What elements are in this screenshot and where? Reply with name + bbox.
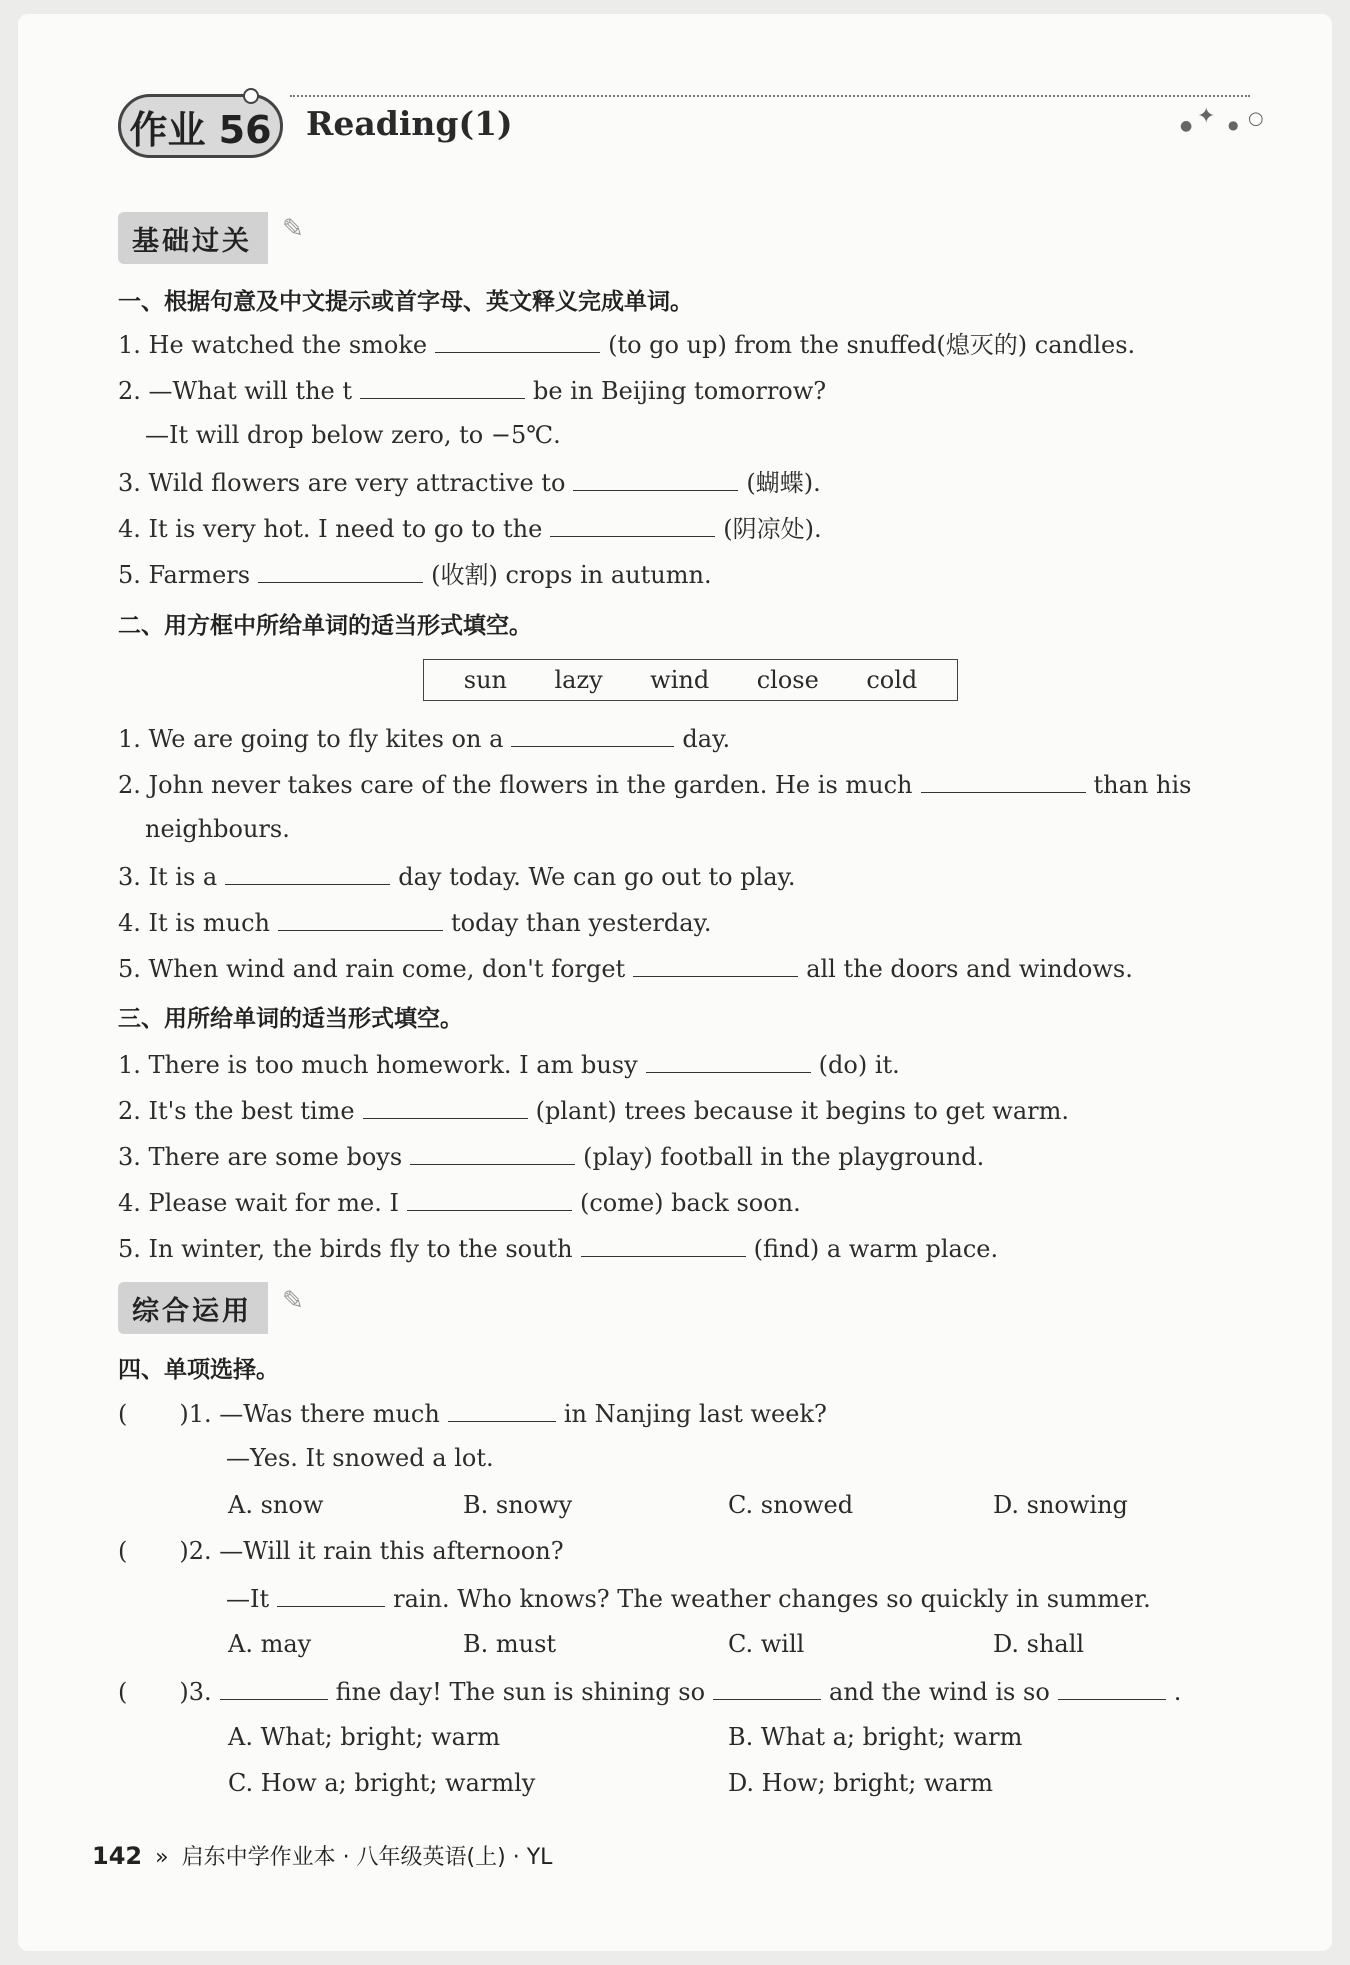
- part3-heading: 三、用所给单词的适当形式填空。: [118, 1006, 463, 1032]
- item-text: rain. Who knows? The weather changes so quickly in summer.: [393, 1585, 1151, 1613]
- page-number: 142: [92, 1842, 143, 1870]
- answer-blank[interactable]: [448, 1395, 556, 1422]
- answer-blank[interactable]: [410, 1138, 575, 1165]
- item-text: 1. There is too much homework. I am busy: [118, 1051, 638, 1079]
- item-text: (阴凉处).: [723, 515, 822, 543]
- answer-blank[interactable]: [407, 1184, 572, 1211]
- part1-item-4: [118, 510, 822, 546]
- word-box-item: cold: [866, 666, 918, 694]
- part2-heading: 二、用方框中所给单词的适当形式填空。: [118, 613, 532, 639]
- word-box: [423, 659, 958, 701]
- part1-item-5: [118, 556, 712, 592]
- option-d[interactable]: D. How; bright; warm: [728, 1769, 994, 1797]
- section-tag-label: 基础过关: [132, 225, 252, 257]
- word-box-item: wind: [650, 666, 710, 694]
- answer-blank[interactable]: [646, 1046, 811, 1073]
- answer-paren[interactable]: (: [118, 1400, 128, 1428]
- item-text: 4. It is much: [118, 909, 271, 937]
- answer-paren[interactable]: (: [118, 1678, 128, 1706]
- item-text: day today. We can go out to play.: [398, 863, 796, 891]
- answer-blank[interactable]: [363, 1092, 528, 1119]
- part1-item-2: [118, 372, 826, 408]
- option-d[interactable]: D. shall: [993, 1630, 1085, 1658]
- item-text: )1. —Was there much: [179, 1400, 440, 1428]
- part1-item-2-reply: [145, 418, 561, 452]
- homework-badge: [118, 94, 283, 158]
- answer-blank[interactable]: [220, 1673, 328, 1700]
- section-tag-label: 综合运用: [132, 1295, 252, 1327]
- header-dotted-line: [290, 95, 1250, 97]
- item-text: 1. We are going to fly kites on a: [118, 725, 504, 753]
- badge-knob: [243, 88, 259, 104]
- pencil-icon: ✎: [282, 1286, 304, 1316]
- item-text: 3. There are some boys: [118, 1143, 403, 1171]
- item-text: (play) football in the playground.: [583, 1143, 985, 1171]
- option-c[interactable]: C. will: [728, 1630, 805, 1658]
- answer-blank[interactable]: [225, 858, 390, 885]
- book-title: 启东中学作业本 · 八年级英语(上) · YL: [181, 1845, 553, 1870]
- item-text: in Nanjing last week?: [563, 1400, 827, 1428]
- part3-item-3: [118, 1138, 984, 1174]
- part3-item-2: [118, 1092, 1069, 1128]
- item-text: 5. In winter, the birds fly to the south: [118, 1235, 573, 1263]
- part2-item-4: [118, 904, 712, 940]
- answer-blank[interactable]: [278, 904, 443, 931]
- item-text: all the doors and windows.: [806, 955, 1133, 983]
- part2-item-2: [118, 766, 1191, 802]
- word-box-item: close: [756, 666, 819, 694]
- pencil-icon: ✎: [282, 214, 304, 244]
- answer-blank[interactable]: [550, 510, 715, 537]
- word-box-item: sun: [463, 666, 507, 694]
- item-text: be in Beijing tomorrow?: [533, 377, 827, 405]
- item-text: than his: [1093, 771, 1192, 799]
- part3-item-1: [118, 1046, 900, 1082]
- item-text: neighbours.: [145, 815, 290, 843]
- item-text: )3.: [179, 1678, 212, 1706]
- item-text: 2. It's the best time: [118, 1097, 355, 1125]
- answer-blank[interactable]: [581, 1230, 746, 1257]
- item-text: (收割) crops in autumn.: [431, 561, 712, 589]
- option-c[interactable]: C. snowed: [728, 1491, 854, 1519]
- item-text: 4. Please wait for me. I: [118, 1189, 399, 1217]
- dot-icon: ●: [1180, 118, 1193, 134]
- part1-heading: 一、根据句意及中文提示或首字母、英文释义完成单词。: [118, 289, 693, 315]
- item-text: day.: [682, 725, 731, 753]
- item-text: 3. It is a: [118, 863, 218, 891]
- item-text: (do) it.: [818, 1051, 900, 1079]
- item-text: 5. Farmers: [118, 561, 251, 589]
- part4-heading: 四、单项选择。: [118, 1357, 279, 1383]
- part2-item-1: [118, 720, 730, 756]
- part3-item-5: [118, 1230, 998, 1266]
- item-text: 3. Wild flowers are very attractive to: [118, 469, 566, 497]
- item-text: fine day! The sun is shining so: [335, 1678, 706, 1706]
- part1-item-3: [118, 464, 821, 500]
- part1-item-1: [118, 326, 1135, 362]
- option-a[interactable]: A. snow: [228, 1491, 324, 1519]
- part3-item-4: [118, 1184, 801, 1220]
- option-a[interactable]: A. What; bright; warm: [228, 1723, 501, 1751]
- answer-paren[interactable]: (: [118, 1537, 128, 1565]
- part4-q3: [118, 1673, 1181, 1709]
- item-text: 2. —What will the t: [118, 377, 353, 405]
- answer-blank[interactable]: [277, 1580, 385, 1607]
- item-text: )2. —Will it rain this afternoon?: [179, 1537, 564, 1565]
- option-c[interactable]: C. How a; bright; warmly: [228, 1769, 536, 1797]
- part4-q1-reply: —Yes. It snowed a lot.: [226, 1444, 494, 1472]
- word-box-item: lazy: [554, 666, 603, 694]
- item-text: 2. John never takes care of the flowers in the garden. He is much: [118, 771, 913, 799]
- item-text: (蝴蝶).: [746, 469, 821, 497]
- answer-blank[interactable]: [713, 1673, 821, 1700]
- sparkle-icon: ✦: [1197, 104, 1216, 129]
- part4-q2-line2: [226, 1580, 1151, 1616]
- item-text: 4. It is very hot. I need to go to the: [118, 515, 543, 543]
- part2-item-3: [118, 858, 796, 894]
- answer-blank[interactable]: [360, 372, 525, 399]
- item-text: (come) back soon.: [579, 1189, 801, 1217]
- page-title: Reading(1): [306, 104, 513, 143]
- answer-blank[interactable]: [258, 556, 423, 583]
- item-text: (to go up) from the snuffed(熄灭的) candles.: [608, 331, 1136, 359]
- dot-icon: ●: [1228, 118, 1239, 132]
- answer-blank[interactable]: [573, 464, 738, 491]
- page-footer: [92, 1840, 552, 1871]
- answer-blank[interactable]: [633, 950, 798, 977]
- item-text: today than yesterday.: [451, 909, 712, 937]
- badge-text: 作业 56: [129, 107, 272, 152]
- answer-blank[interactable]: [1058, 1673, 1166, 1700]
- part2-item-5: [118, 950, 1133, 986]
- item-text: (plant) trees because it begins to get warm.: [535, 1097, 1070, 1125]
- answer-blank[interactable]: [921, 766, 1086, 793]
- item-text: 1. He watched the smoke: [118, 331, 428, 359]
- item-text: —It: [226, 1585, 270, 1613]
- part2-item-2-cont: [145, 812, 290, 846]
- answer-blank[interactable]: [435, 326, 600, 353]
- item-text: .: [1173, 1678, 1182, 1706]
- circle-icon: ○: [1248, 108, 1264, 129]
- answer-blank[interactable]: [511, 720, 674, 747]
- option-a[interactable]: A. may: [228, 1630, 312, 1658]
- double-chevron-icon: »: [155, 1845, 169, 1870]
- option-b[interactable]: B. snowy: [463, 1491, 573, 1519]
- item-text: (find) a warm place.: [753, 1235, 999, 1263]
- section-tag-basic: [118, 212, 268, 264]
- section-tag-comprehensive: [118, 1282, 268, 1334]
- option-b[interactable]: B. must: [463, 1630, 557, 1658]
- option-d[interactable]: D. snowing: [993, 1491, 1128, 1519]
- option-b[interactable]: B. What a; bright; warm: [728, 1723, 1023, 1751]
- item-text: and the wind is so: [829, 1678, 1050, 1706]
- part4-q1: [118, 1395, 827, 1431]
- item-text: 5. When wind and rain come, don't forget: [118, 955, 626, 983]
- item-text: —It will drop below zero, to −5℃.: [145, 421, 561, 449]
- part4-q2: [118, 1534, 564, 1568]
